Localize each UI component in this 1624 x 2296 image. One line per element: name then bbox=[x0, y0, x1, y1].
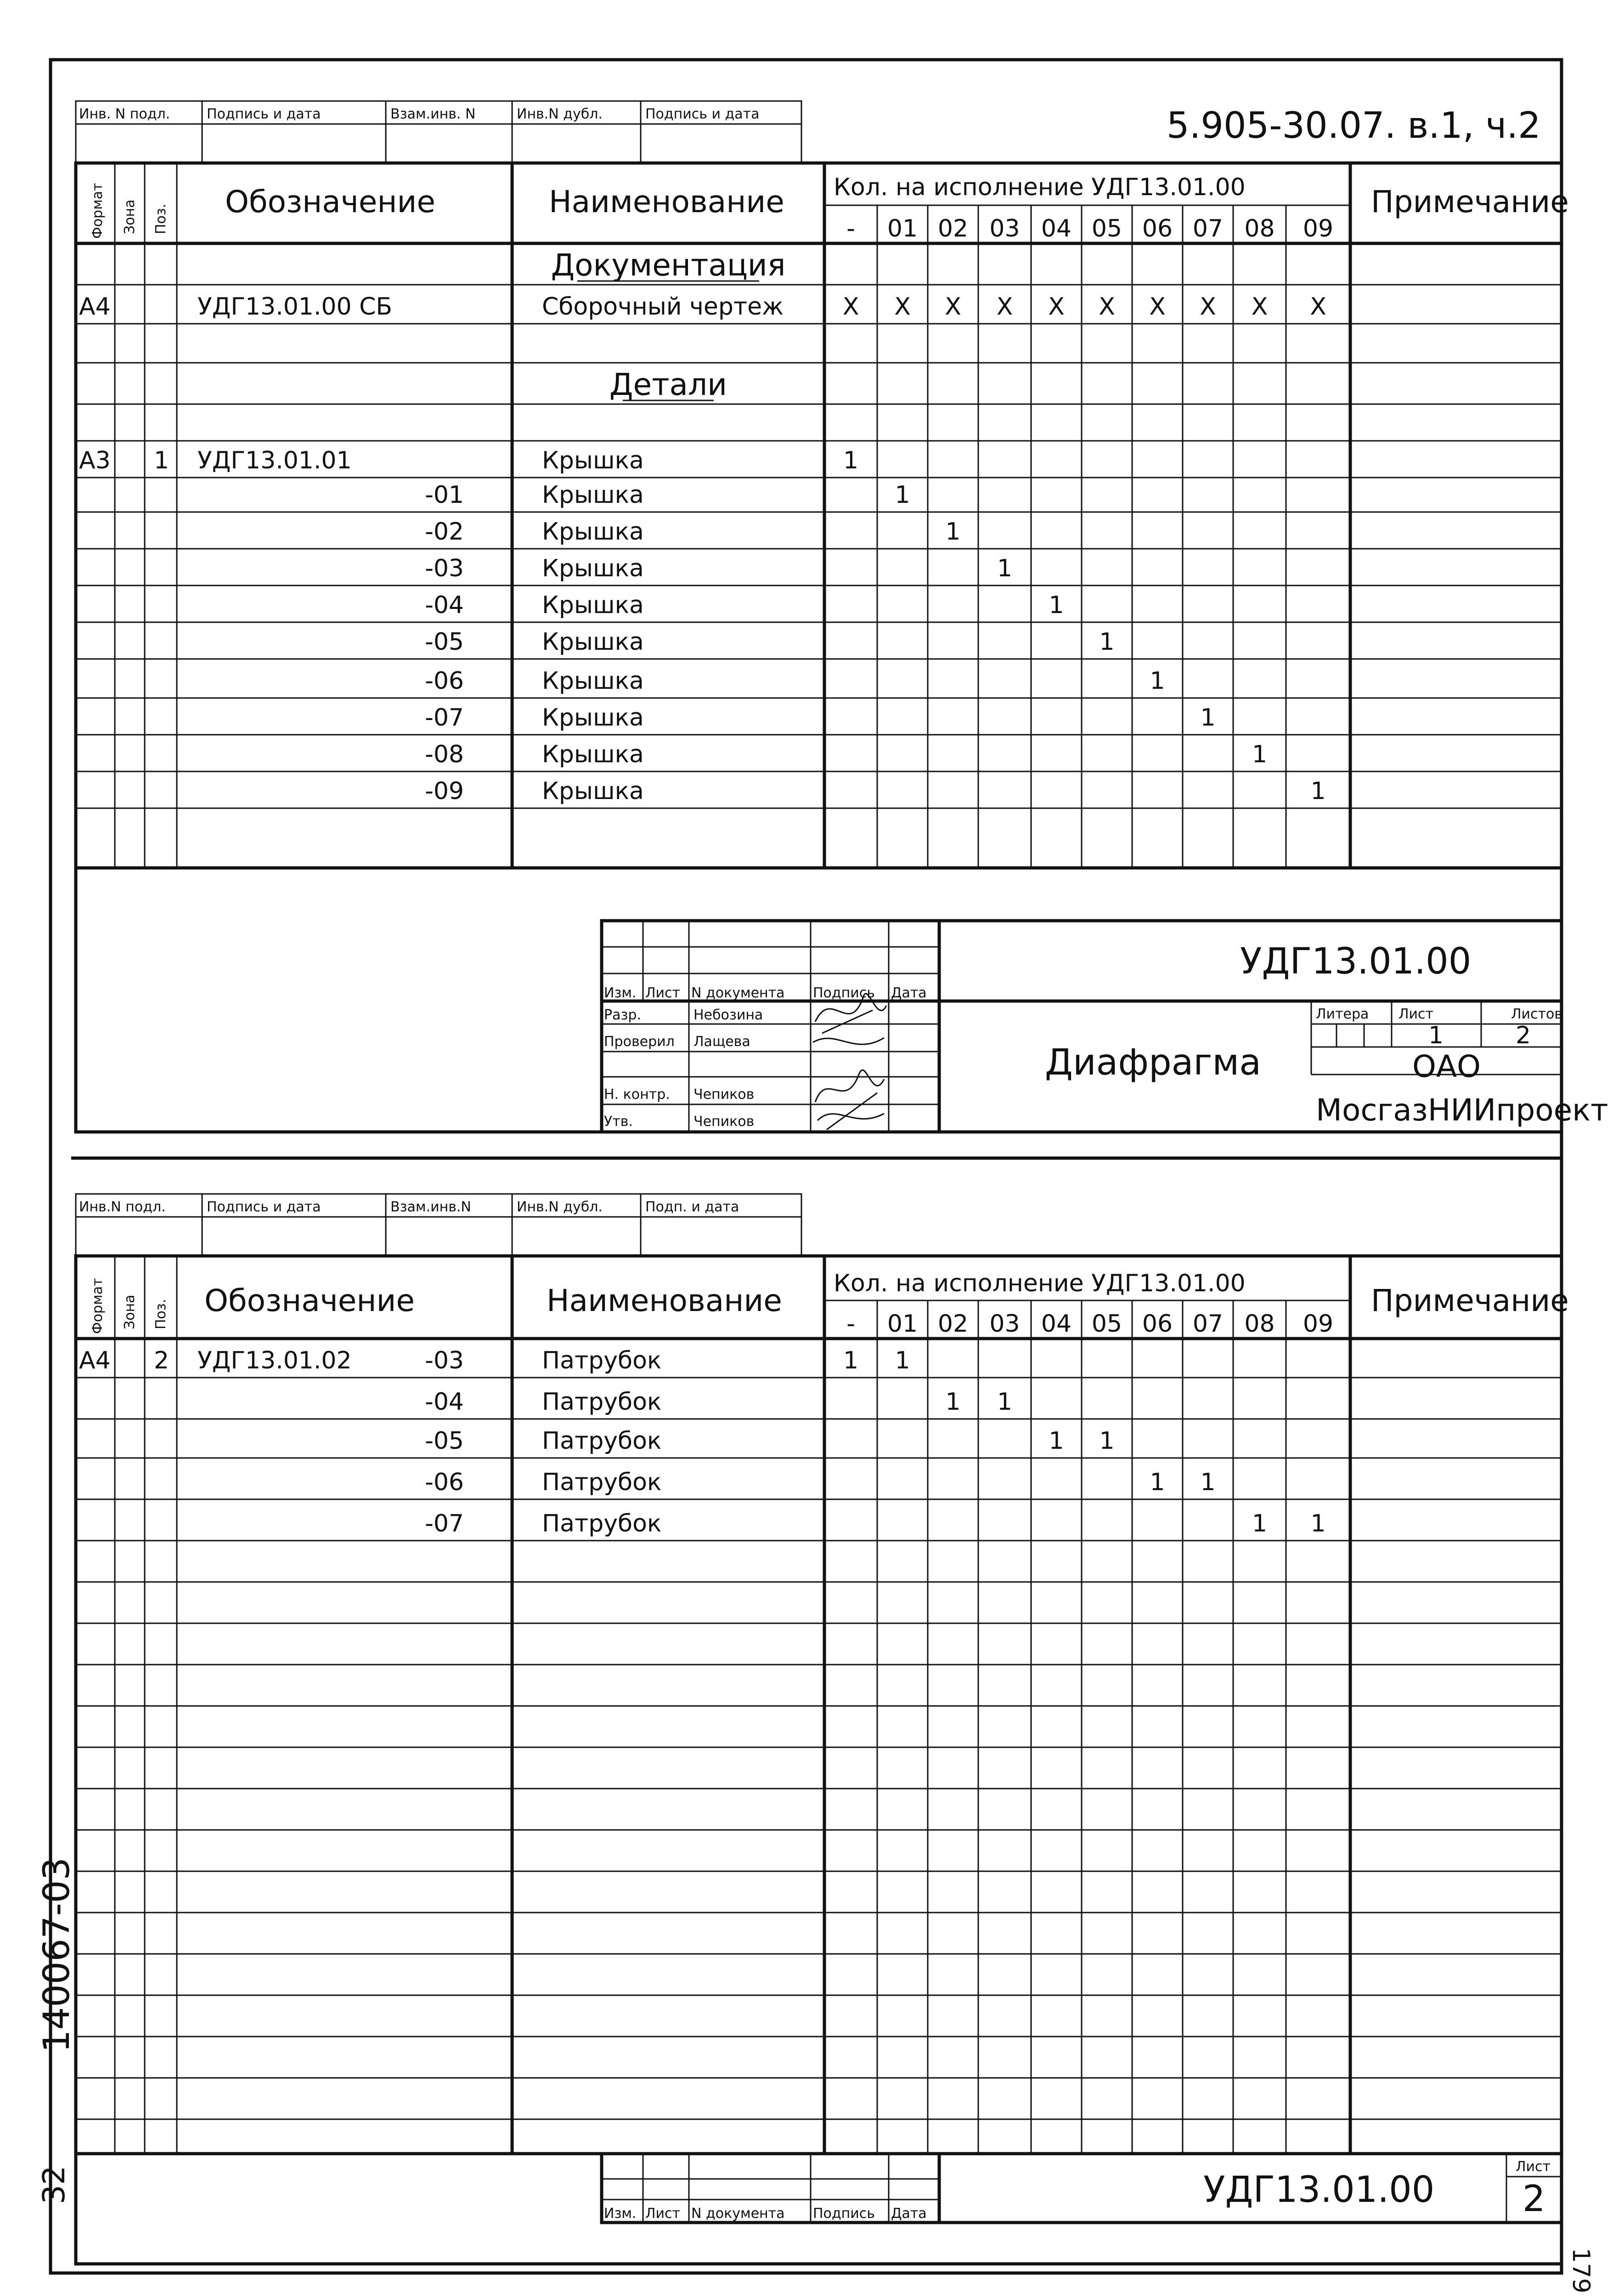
stamp-label: Взам.инв.N bbox=[390, 1199, 471, 1215]
row-name: Крышка bbox=[542, 591, 644, 619]
row-name: Крышка bbox=[542, 667, 644, 695]
quantity-mark: 1 bbox=[1310, 777, 1326, 805]
variant-header: 03 bbox=[989, 215, 1020, 242]
variant-header: 07 bbox=[1192, 215, 1224, 242]
quantity-mark: 1 bbox=[895, 481, 910, 509]
org-name: ОАО bbox=[1412, 1049, 1481, 1084]
quantity-mark: 1 bbox=[1200, 704, 1216, 732]
quantity-mark: 1 bbox=[1252, 741, 1268, 768]
designation-header: Обозначение bbox=[225, 184, 435, 219]
row-name: Крышка bbox=[542, 481, 644, 509]
stamp-label: Инв.N дубл. bbox=[517, 106, 603, 122]
variant-header: 08 bbox=[1244, 1310, 1275, 1338]
name-header: Наименование bbox=[547, 1283, 782, 1318]
row-format: А4 bbox=[79, 1347, 111, 1374]
tb-col-label: Лист bbox=[645, 985, 681, 1001]
variant-header: 07 bbox=[1192, 1310, 1224, 1338]
tb-role: Разр. bbox=[604, 1007, 642, 1023]
tb-person: Лащева bbox=[694, 1034, 750, 1050]
section-heading: Детали bbox=[609, 367, 727, 402]
variant-header: 01 bbox=[887, 215, 918, 242]
row-name: Патрубок bbox=[542, 1388, 662, 1416]
row-designation: УДГ13.01.02 bbox=[197, 1347, 352, 1374]
org-name: МосгазНИИпроект bbox=[1316, 1092, 1608, 1128]
quantity-mark: X bbox=[894, 293, 911, 321]
quantity-mark: X bbox=[996, 293, 1013, 321]
row-name: Крышка bbox=[542, 741, 644, 768]
tb-role: Н. контр. bbox=[604, 1086, 670, 1103]
name-header: Наименование bbox=[549, 184, 784, 219]
footer-sheet-label: Лист bbox=[1516, 2159, 1551, 2175]
quantity-mark: X bbox=[945, 293, 961, 321]
variant-header: - bbox=[846, 1310, 855, 1338]
tb-title: Диафрагма bbox=[1045, 1042, 1262, 1083]
quantity-mark: 1 bbox=[1099, 628, 1115, 656]
quantity-mark: X bbox=[1200, 293, 1216, 321]
table-row bbox=[551, 248, 786, 283]
row-name: Крышка bbox=[542, 555, 644, 582]
row-suffix: -02 bbox=[425, 518, 464, 546]
row-name: Патрубок bbox=[542, 1427, 662, 1455]
quantity-mark: 1 bbox=[1099, 1427, 1115, 1455]
variant-header: 02 bbox=[937, 215, 969, 242]
quantity-mark: X bbox=[1310, 293, 1326, 321]
quantity-mark: 1 bbox=[895, 1347, 910, 1374]
row-name: Крышка bbox=[542, 704, 644, 732]
quantity-mark: X bbox=[1149, 293, 1166, 321]
row-designation: УДГ13.01.01 bbox=[197, 447, 352, 474]
stamp-label: Взам.инв. N bbox=[390, 106, 476, 122]
row-suffix: -09 bbox=[425, 777, 464, 805]
quantity-mark: X bbox=[1048, 293, 1065, 321]
quantity-mark: 1 bbox=[1200, 1469, 1216, 1496]
quantity-mark: X bbox=[1251, 293, 1268, 321]
tb-col-label: N документа bbox=[691, 2206, 785, 2222]
footer-sheet-value: 2 bbox=[1522, 2178, 1545, 2220]
tb-role: Проверил bbox=[604, 1034, 675, 1050]
variant-header: 04 bbox=[1041, 215, 1072, 242]
variant-header: 08 bbox=[1244, 215, 1275, 242]
quantity-mark: 1 bbox=[1310, 1510, 1326, 1537]
quantity-mark: 1 bbox=[997, 1388, 1013, 1416]
row-suffix: -04 bbox=[425, 591, 464, 619]
row-designation: УДГ13.01.00 СБ bbox=[197, 293, 393, 321]
row-suffix: -06 bbox=[425, 1469, 464, 1496]
tb-code: УДГ13.01.00 bbox=[1240, 941, 1472, 982]
variant-header: - bbox=[846, 215, 855, 242]
tb-col-label: Дата bbox=[891, 2206, 927, 2222]
quantity-mark: 1 bbox=[1049, 1427, 1064, 1455]
table-row bbox=[609, 367, 727, 402]
tb-litera-label: Литера bbox=[1316, 1006, 1369, 1022]
quantity-mark: 1 bbox=[945, 1388, 961, 1416]
stamp-label: Инв.N подл. bbox=[79, 1199, 166, 1215]
stamp-label: Подпись и дата bbox=[645, 106, 760, 122]
variant-header: 05 bbox=[1091, 215, 1122, 242]
quantity-mark: 1 bbox=[843, 447, 859, 474]
variant-header: 06 bbox=[1142, 1310, 1173, 1338]
row-name: Крышка bbox=[542, 628, 644, 656]
row-name: Крышка bbox=[542, 777, 644, 805]
variant-header: 03 bbox=[989, 1310, 1020, 1338]
quantity-mark: 1 bbox=[1049, 591, 1064, 619]
stamp-label: Подпись и дата bbox=[207, 106, 321, 122]
quantity-mark: 1 bbox=[997, 555, 1013, 582]
section-heading: Документация bbox=[551, 248, 786, 283]
row-suffix: -05 bbox=[425, 628, 464, 656]
row-name: Сборочный чертеж bbox=[542, 293, 784, 321]
row-name: Патрубок bbox=[542, 1469, 662, 1496]
quantity-mark: 1 bbox=[945, 518, 961, 546]
quantity-mark: 1 bbox=[1150, 667, 1165, 695]
variant-header: 09 bbox=[1303, 1310, 1334, 1338]
tb-person: Чепиков bbox=[694, 1086, 755, 1103]
tb-col-label: Изм. bbox=[604, 2206, 637, 2222]
pos-header: Поз. bbox=[153, 1299, 169, 1329]
tb-role: Утв. bbox=[604, 1114, 633, 1130]
tb-col-label: Подпись bbox=[813, 2206, 875, 2222]
tb-sheet-value: 1 bbox=[1428, 1022, 1444, 1049]
row-name: Патрубок bbox=[542, 1347, 662, 1374]
tb-col-label: Лист bbox=[645, 2206, 681, 2222]
row-suffix: -07 bbox=[425, 1510, 464, 1537]
stamp-label: Подп. и дата bbox=[645, 1199, 739, 1215]
row-position: 2 bbox=[154, 1347, 169, 1374]
row-name: Крышка bbox=[542, 447, 644, 474]
tb-person: Небозина bbox=[694, 1007, 763, 1023]
variant-header: 06 bbox=[1142, 215, 1173, 242]
zone-header: Зона bbox=[122, 199, 138, 234]
stamp-label: Инв.N дубл. bbox=[517, 1199, 603, 1215]
page-number: 179 bbox=[1567, 2248, 1595, 2294]
quantity-mark: X bbox=[1099, 293, 1115, 321]
row-suffix: -06 bbox=[425, 667, 464, 695]
variant-header: 04 bbox=[1041, 1310, 1072, 1338]
zone-header: Зона bbox=[122, 1294, 138, 1329]
tb-sheets-value: 2 bbox=[1516, 1022, 1531, 1049]
tb-col-label: Изм. bbox=[604, 985, 637, 1001]
quantity-mark: 1 bbox=[843, 1347, 859, 1374]
row-suffix: -05 bbox=[425, 1427, 464, 1455]
row-suffix: -04 bbox=[425, 1388, 464, 1416]
row-name: Крышка bbox=[542, 518, 644, 546]
tb-col-label: Подпись bbox=[813, 985, 875, 1001]
format-header: Формат bbox=[90, 1278, 106, 1334]
stamp-label: Подпись и дата bbox=[207, 1199, 321, 1215]
row-format: А4 bbox=[79, 293, 111, 321]
row-suffix: -03 bbox=[425, 555, 464, 582]
tb-person: Чепиков bbox=[694, 1114, 755, 1130]
footer-code: УДГ13.01.00 bbox=[1203, 2169, 1435, 2211]
archive-number: 140067-03 bbox=[36, 1857, 78, 2053]
note-header: Примечание bbox=[1371, 184, 1569, 219]
document-number: 5.905-30.07. в.1, ч.2 bbox=[1167, 105, 1541, 146]
variant-header: 09 bbox=[1303, 215, 1334, 242]
quantity-mark: 1 bbox=[1150, 1469, 1165, 1496]
row-suffix: -07 bbox=[425, 704, 464, 732]
row-position: 1 bbox=[154, 447, 169, 474]
variant-header: 05 bbox=[1091, 1310, 1122, 1338]
row-suffix: -03 bbox=[425, 1347, 464, 1374]
variant-header: 02 bbox=[937, 1310, 969, 1338]
designation-header: Обозначение bbox=[204, 1283, 415, 1318]
qty-header: Кол. на исполнение УДГ13.01.00 bbox=[834, 1270, 1246, 1297]
row-format: А3 bbox=[79, 447, 111, 474]
tb-col-label: N документа bbox=[691, 985, 785, 1001]
quantity-mark: 1 bbox=[1252, 1510, 1268, 1537]
quantity-mark: X bbox=[842, 293, 859, 321]
format-header: Формат bbox=[90, 183, 106, 239]
stamp-label: Инв. N подл. bbox=[79, 106, 170, 122]
variant-header: 01 bbox=[887, 1310, 918, 1338]
pos-header: Поз. bbox=[153, 203, 169, 234]
tb-col-label: Дата bbox=[891, 985, 927, 1001]
tb-sheet-label: Лист bbox=[1398, 1006, 1434, 1022]
row-suffix: -08 bbox=[425, 741, 464, 768]
note-header: Примечание bbox=[1371, 1283, 1569, 1318]
row-name: Патрубок bbox=[542, 1510, 662, 1537]
tb-sheets-label: Листов bbox=[1511, 1006, 1563, 1022]
qty-header: Кол. на исполнение УДГ13.01.00 bbox=[834, 174, 1246, 201]
corner-mark: 32 bbox=[36, 2166, 72, 2204]
row-suffix: -01 bbox=[425, 481, 464, 509]
